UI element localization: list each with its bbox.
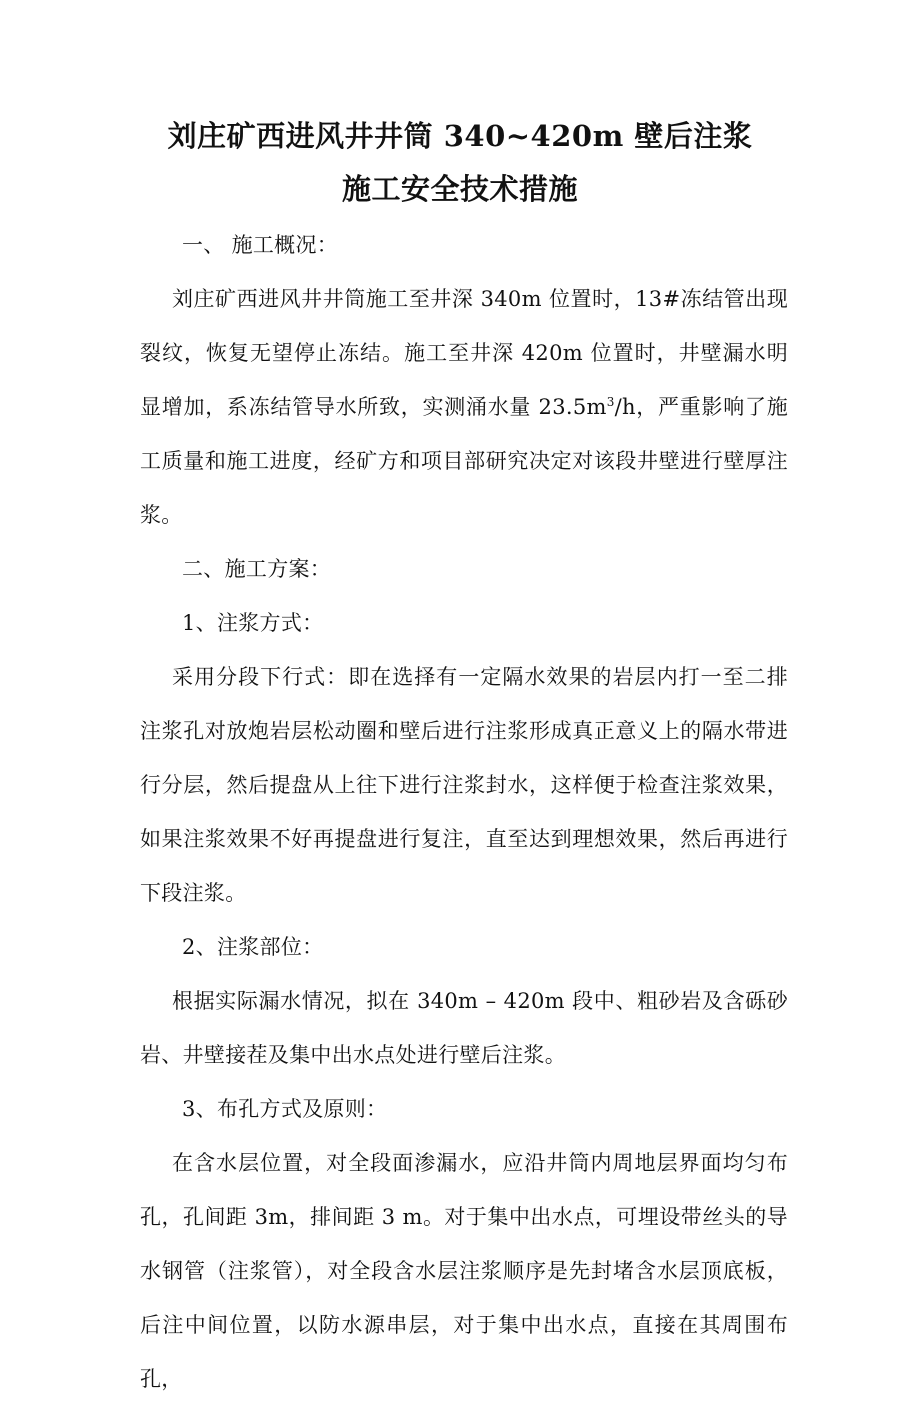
section1-heading: 一、 施工概况： [182, 233, 339, 257]
subsection3-paragraph: 在含水层位置，对全段面渗漏水，应沿井筒内周地层界面均匀布孔，孔间距 3m，排间距 3 m。对于集中出水点，可埋设带丝头的导水钢管（注浆管），对全段含水层注浆顺序是先封堵含水层顶底板，后注中间位置，以防水源串层，对于集中出水点，直接在其周围布孔， [140, 1151, 788, 1391]
subsection1-paragraph: 采用分段下行式：即在选择有一定隔水效果的岩层内打一至二排注浆孔对放炮岩层松动圈和壁后进行注浆形成真正意义上的隔水带进行分层，然后提盘从上往下进行注浆封水，这样便于检查注浆效果，如果注浆效果不好再提盘进行复注，直至达到理想效果，然后再进行下段注浆。 [140, 665, 788, 905]
section1-paragraph-text: 刘庄矿西进风井井筒施工至井深 340m 位置时，13#冻结管出现裂纹，恢复无望停止冻结。施工至井深 420m 位置时，井壁漏水明显增加，系冻结管导水所致，实测涌水量 23.5m [140, 287, 788, 419]
section1-paragraph-tail: /h，严重影响了施工质量和施工进度，经矿方和项目部研究决定对该段井壁进行壁厚注浆。 [140, 395, 788, 527]
section1-paragraph [140, 272, 788, 542]
section2-heading: 二、施工方案： [182, 557, 332, 581]
subsection2-paragraph: 根据实际漏水情况，拟在 340m – 420m 段中、粗砂岩及含砾砂岩、井壁接茬及集中出水点处进行壁后注浆。 [140, 989, 788, 1067]
subsection3-heading: 3、布孔方式及原则： [182, 1097, 388, 1121]
document-title-line1: 刘庄矿西进风井井筒 340~420m 壁后注浆 [167, 119, 753, 153]
document-title-line2: 施工安全技术措施 [341, 172, 578, 206]
document-body [140, 218, 788, 1406]
subsection1-heading: 1、注浆方式： [182, 611, 324, 635]
section1-paragraph-superscript: 3 [606, 395, 615, 409]
subsection2-heading: 2、注浆部位： [182, 935, 324, 959]
